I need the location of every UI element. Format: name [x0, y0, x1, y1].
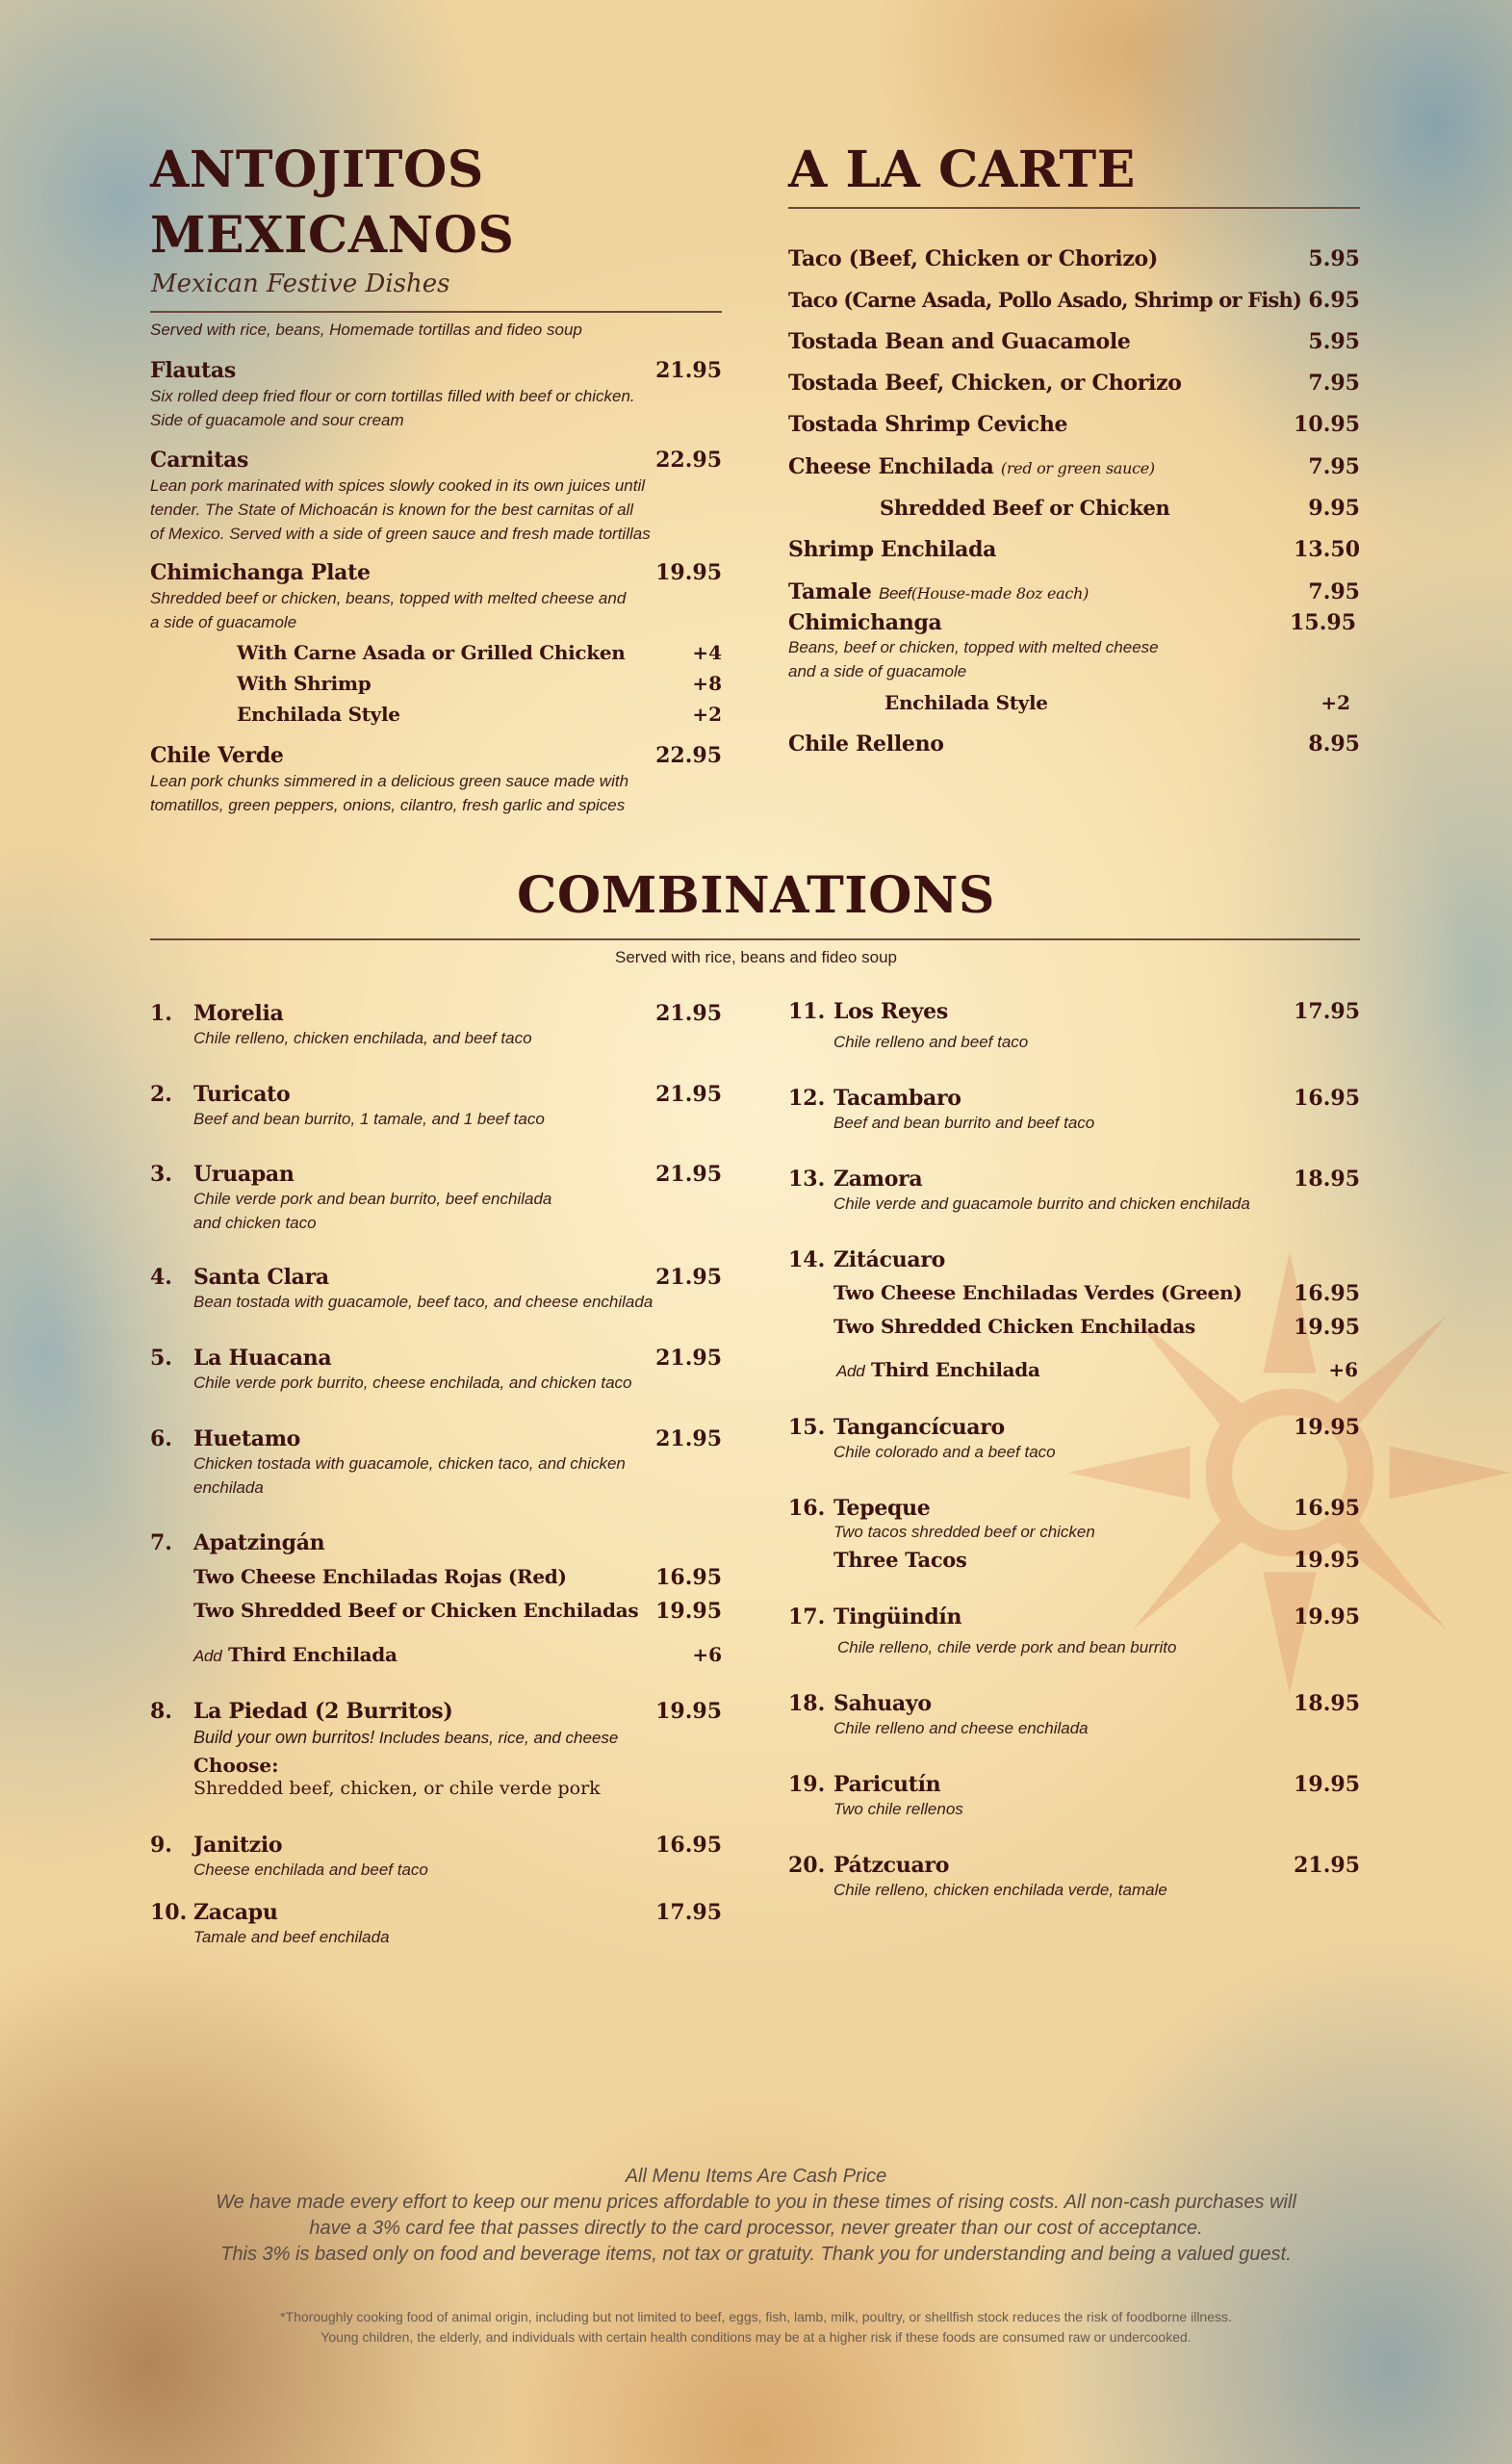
- combo-9-price: 16.95: [655, 1833, 722, 1858]
- carte-enchilada-style-name: Enchilada Style: [884, 691, 1048, 714]
- carte-cheese-enchilada-note: (red or green sauce): [1000, 459, 1155, 477]
- combo-13-number: 13.: [788, 1167, 826, 1192]
- item-carnitas-name: Carnitas: [150, 448, 249, 473]
- combo-18-desc: Chile relleno and cheese enchilada: [833, 1719, 1089, 1737]
- carte-cheese-enchilada-price: 7.95: [1308, 454, 1360, 479]
- combo-6-number: 6.: [150, 1426, 172, 1451]
- combo-5-price: 21.95: [655, 1346, 722, 1371]
- combo-6-name: Huetamo: [193, 1426, 301, 1451]
- combo-15-name: Tangancícuaro: [833, 1415, 1005, 1440]
- antojitos-title-line2: MEXICANOS: [150, 206, 515, 265]
- carte-tostada-beef-name: Tostada Beef, Chicken, or Chorizo: [788, 371, 1182, 396]
- combo-19-number: 19.: [788, 1772, 826, 1797]
- combo-8-choose-options: Shredded beef, chicken, or chile verde pork: [193, 1778, 601, 1799]
- combo-17-number: 17.: [788, 1604, 826, 1630]
- item-carnitas-price: 22.95: [655, 448, 722, 473]
- a-la-carte-rule: [788, 207, 1360, 209]
- combo-14-add-item: Third Enchilada: [871, 1358, 1040, 1381]
- carte-taco-name: Taco (Beef, Chicken or Chorizo): [788, 246, 1159, 271]
- carte-chile-relleno-price: 8.95: [1308, 732, 1360, 757]
- combo-12-price: 16.95: [1294, 1086, 1360, 1111]
- combo-17-price: 19.95: [1294, 1604, 1360, 1630]
- combo-3-name: Uruapan: [193, 1162, 295, 1187]
- combo-20-price: 21.95: [1294, 1853, 1360, 1878]
- combo-8-price: 19.95: [655, 1699, 722, 1724]
- combo-16-number: 16.: [788, 1496, 826, 1521]
- combo-8-choose: Choose:: [193, 1754, 279, 1777]
- carte-shrimp-enchilada-price: 13.50: [1294, 537, 1360, 562]
- combo-14-sub1-price: 16.95: [1294, 1281, 1360, 1306]
- combo-20-name: Pátzcuaro: [833, 1853, 950, 1878]
- combo-10-number: 10.: [150, 1900, 188, 1925]
- combo-18-price: 18.95: [1294, 1691, 1360, 1716]
- combo-1-name: Morelia: [193, 1001, 284, 1026]
- combo-2-desc: Beef and bean burrito, 1 tamale, and 1 beef taco: [193, 1110, 545, 1128]
- combo-10-name: Zacapu: [193, 1900, 278, 1925]
- antojitos-rule: [150, 311, 722, 313]
- carte-shrimp-enchilada-name: Shrimp Enchilada: [788, 537, 997, 562]
- combo-14-sub2-price: 19.95: [1294, 1315, 1360, 1340]
- carte-shredded-beef-name: Shredded Beef or Chicken: [880, 496, 1170, 520]
- carte-chimichanga-price: 15.95: [1290, 610, 1356, 635]
- combo-11-price: 17.95: [1294, 999, 1360, 1024]
- combo-14-sub1: Two Cheese Enchiladas Verdes (Green): [833, 1281, 1243, 1304]
- combo-16-name: Tepeque: [833, 1496, 931, 1521]
- combo-10-desc: Tamale and beef enchilada: [193, 1928, 390, 1946]
- combinations-title: COMBINATIONS: [517, 866, 995, 925]
- a-la-carte-title: A LA CARTE: [788, 141, 1136, 199]
- combo-3-price: 21.95: [655, 1162, 722, 1187]
- option-enchilada-style-price: +2: [692, 703, 722, 726]
- combo-14-sub2: Two Shredded Chicken Enchiladas: [833, 1315, 1195, 1338]
- item-chimichanga-plate-desc-2: a side of guacamole: [150, 613, 297, 631]
- combo-2-price: 21.95: [655, 1082, 722, 1107]
- combo-2-name: Turicato: [193, 1082, 291, 1107]
- combo-17-name: Tingüindín: [833, 1604, 962, 1630]
- combo-4-name: Santa Clara: [193, 1265, 329, 1290]
- carte-chimichanga-desc-1: Beans, beef or chicken, topped with melted cheese: [788, 638, 1159, 656]
- footer-cash-price: All Menu Items Are Cash Price: [625, 2166, 887, 2187]
- option-enchilada-style: Enchilada Style: [237, 703, 400, 726]
- combo-7-name: Apatzingán: [193, 1530, 325, 1555]
- carte-taco-premium-name: Taco (Carne Asada, Pollo Asado, Shrimp or Fish): [788, 288, 1302, 312]
- carte-cheese-enchilada-name: [788, 454, 1155, 479]
- combo-11-name: Los Reyes: [833, 999, 948, 1024]
- item-chimichanga-plate-price: 19.95: [655, 560, 722, 585]
- combo-11-desc: Chile relleno and beef taco: [833, 1033, 1029, 1051]
- carte-chimichanga-name: Chimichanga: [788, 610, 942, 635]
- item-flautas-price: 21.95: [655, 358, 722, 383]
- item-chile-verde-name: Chile Verde: [150, 743, 284, 768]
- option-shrimp-price: +8: [692, 672, 722, 695]
- combo-3-desc-2: and chicken taco: [193, 1214, 317, 1232]
- combo-12-number: 12.: [788, 1086, 826, 1111]
- combo-15-price: 19.95: [1294, 1415, 1360, 1440]
- antojitos-served-with: Served with rice, beans, Homemade tortillas and fideo soup: [150, 321, 582, 339]
- item-flautas-desc-2: Side of guacamole and sour cream: [150, 411, 404, 429]
- item-flautas-name: Flautas: [150, 358, 236, 383]
- combo-10-price: 17.95: [655, 1900, 722, 1925]
- combo-14-add-label: Add: [836, 1362, 865, 1380]
- carte-tostada-bean-price: 5.95: [1308, 329, 1360, 354]
- item-carnitas-desc-1: Lean pork marinated with spices slowly cooked in its own juices until: [150, 476, 646, 495]
- combo-20-desc: Chile relleno, chicken enchilada verde, tamale: [833, 1881, 1167, 1899]
- carte-tamale-beef: Beef: [878, 584, 911, 603]
- combo-7-add: [193, 1643, 397, 1666]
- combo-3-desc: Chile verde pork and bean burrito, beef enchilada: [193, 1190, 552, 1208]
- combo-13-desc: Chile verde and guacamole burrito and chicken enchilada: [833, 1194, 1250, 1213]
- option-carne-asada-price: +4: [692, 641, 722, 664]
- footer-policy-1: We have made every effort to keep our menu prices affordable to you in these times of rising costs. All non-cash purchases will: [216, 2192, 1296, 2213]
- combo-7-add-price: +6: [692, 1643, 722, 1666]
- carte-tostada-beef-price: 7.95: [1308, 371, 1360, 396]
- combo-1-price: 21.95: [655, 1001, 722, 1026]
- footer-policy-3: This 3% is based only on food and beverage items, not tax or gratuity. Thank you for understanding and being a valued guest.: [220, 2244, 1292, 2265]
- combo-14-name: Zitácuaro: [833, 1247, 946, 1272]
- combo-12-desc: Beef and bean burrito and beef taco: [833, 1114, 1095, 1132]
- combo-8-number: 8.: [150, 1699, 172, 1724]
- combo-16-sub1: Three Tacos: [833, 1548, 967, 1572]
- item-chile-verde-desc-1: Lean pork chunks simmered in a delicious green sauce made with: [150, 772, 629, 790]
- combo-2-number: 2.: [150, 1082, 172, 1107]
- carte-enchilada-style-price: +2: [1320, 691, 1350, 714]
- combo-7-sub1-price: 16.95: [655, 1565, 722, 1590]
- combinations-rule: [150, 938, 1360, 940]
- item-chile-verde-price: 22.95: [655, 743, 722, 768]
- item-carnitas-desc-2: tender. The State of Michoacán is known for the best carnitas of all: [150, 500, 634, 519]
- footer-policy-2: have a 3% card fee that passes directly to the card processor, never greater than our cost of acceptance.: [309, 2218, 1203, 2239]
- carte-tostada-shrimp-price: 10.95: [1294, 412, 1360, 437]
- combo-8-build: [193, 1728, 618, 1748]
- combo-8-build-bold: Build your own burritos!: [193, 1728, 375, 1747]
- carte-tostada-bean-name: Tostada Bean and Guacamole: [788, 329, 1131, 354]
- item-flautas-desc-1: Six rolled deep fried flour or corn tortillas filled with beef or chicken.: [150, 387, 635, 405]
- combo-9-name: Janitzio: [193, 1833, 283, 1858]
- carte-cheese-enchilada-label: Cheese Enchilada: [788, 454, 994, 479]
- combo-16-desc: Two tacos shredded beef or chicken: [833, 1523, 1095, 1541]
- combo-20-number: 20.: [788, 1853, 826, 1878]
- combo-6-price: 21.95: [655, 1426, 722, 1451]
- carte-tamale-name: [788, 579, 1089, 604]
- combo-18-name: Sahuayo: [833, 1691, 932, 1716]
- combo-5-desc: Chile verde pork burrito, cheese enchilada, and chicken taco: [193, 1373, 632, 1392]
- carte-chile-relleno-name: Chile Relleno: [788, 732, 944, 757]
- combo-4-price: 21.95: [655, 1265, 722, 1290]
- combo-19-price: 19.95: [1294, 1772, 1360, 1797]
- combo-16-price: 16.95: [1294, 1496, 1360, 1521]
- combo-9-number: 9.: [150, 1833, 172, 1858]
- combo-17-desc: Chile relleno, chile verde pork and bean burrito: [837, 1638, 1177, 1656]
- combo-12-name: Tacambaro: [833, 1086, 961, 1111]
- combo-7-add-item: Third Enchilada: [228, 1643, 397, 1666]
- combo-4-number: 4.: [150, 1265, 172, 1290]
- combo-1-desc: Chile relleno, chicken enchilada, and beef taco: [193, 1029, 532, 1047]
- combo-8-build-rest: Includes beans, rice, and cheese: [374, 1729, 619, 1747]
- combo-13-price: 18.95: [1294, 1167, 1360, 1192]
- carte-tamale-price: 7.95: [1308, 579, 1360, 604]
- combo-7-sub2-price: 19.95: [655, 1599, 722, 1624]
- combo-18-number: 18.: [788, 1691, 826, 1716]
- option-carne-asada: With Carne Asada or Grilled Chicken: [237, 641, 626, 664]
- item-chile-verde-desc-2: tomatillos, green peppers, onions, cilantro, fresh garlic and spices: [150, 796, 626, 814]
- carte-taco-premium-price: 6.95: [1308, 288, 1360, 313]
- combo-9-desc: Cheese enchilada and beef taco: [193, 1861, 428, 1879]
- option-shrimp: With Shrimp: [237, 672, 372, 695]
- combo-7-add-label: Add: [193, 1647, 222, 1665]
- combo-1-number: 1.: [150, 1001, 172, 1026]
- combo-19-desc: Two chile rellenos: [833, 1800, 963, 1818]
- carte-tamale-label: Tamale: [788, 579, 872, 604]
- combinations-served-with: Served with rice, beans and fideo soup: [615, 948, 897, 966]
- combo-11-number: 11.: [788, 999, 826, 1024]
- antojitos-subtitle: Mexican Festive Dishes: [151, 270, 450, 298]
- combo-3-number: 3.: [150, 1162, 172, 1187]
- item-chimichanga-plate-name: Chimichanga Plate: [150, 560, 371, 585]
- combo-14-add: [836, 1358, 1040, 1381]
- carte-shredded-beef-price: 9.95: [1308, 496, 1360, 521]
- combo-5-name: La Huacana: [193, 1346, 332, 1371]
- combo-7-number: 7.: [150, 1530, 172, 1555]
- item-chimichanga-plate-desc-1: Shredded beef or chicken, beans, topped with melted cheese and: [150, 589, 627, 607]
- combo-7-sub1: Two Cheese Enchiladas Rojas (Red): [193, 1565, 567, 1588]
- carte-tamale-note: (House-made 8oz each): [910, 584, 1089, 603]
- combo-7-sub2: Two Shredded Beef or Chicken Enchiladas: [193, 1599, 639, 1622]
- combo-8-name: La Piedad (2 Burritos): [193, 1699, 453, 1724]
- combo-15-number: 15.: [788, 1415, 826, 1440]
- combo-16-sub1-price: 19.95: [1294, 1548, 1360, 1573]
- carte-taco-price: 5.95: [1308, 246, 1360, 271]
- combo-14-add-price: +6: [1328, 1358, 1358, 1381]
- combo-6-desc: Chicken tostada with guacamole, chicken taco, and chicken: [193, 1454, 626, 1473]
- carte-tostada-shrimp-name: Tostada Shrimp Ceviche: [788, 412, 1068, 437]
- combo-15-desc: Chile colorado and a beef taco: [833, 1443, 1056, 1461]
- footer-fine-print-2: Young children, the elderly, and individuals with certain health conditions may be at a higher risk if these foods are consumed raw or undercooked.: [320, 2329, 1192, 2345]
- combo-19-name: Paricutín: [833, 1772, 941, 1797]
- combo-6-desc-2: enchilada: [193, 1478, 264, 1497]
- footer-fine-print-1: *Thoroughly cooking food of animal origin, including but not limited to beef, eggs, fish, lamb, milk, poultry, or shellfish stock reduces the risk of foodborne illness.: [280, 2309, 1232, 2324]
- combo-5-number: 5.: [150, 1346, 172, 1371]
- antojitos-title-line1: ANTOJITOS: [150, 141, 484, 199]
- combo-14-number: 14.: [788, 1247, 826, 1272]
- carte-chimichanga-desc-2: and a side of guacamole: [788, 662, 967, 680]
- combo-13-name: Zamora: [833, 1167, 923, 1192]
- combo-4-desc: Bean tostada with guacamole, beef taco, and cheese enchilada: [193, 1293, 653, 1311]
- item-carnitas-desc-3: of Mexico. Served with a side of green sauce and fresh made tortillas: [150, 525, 651, 543]
